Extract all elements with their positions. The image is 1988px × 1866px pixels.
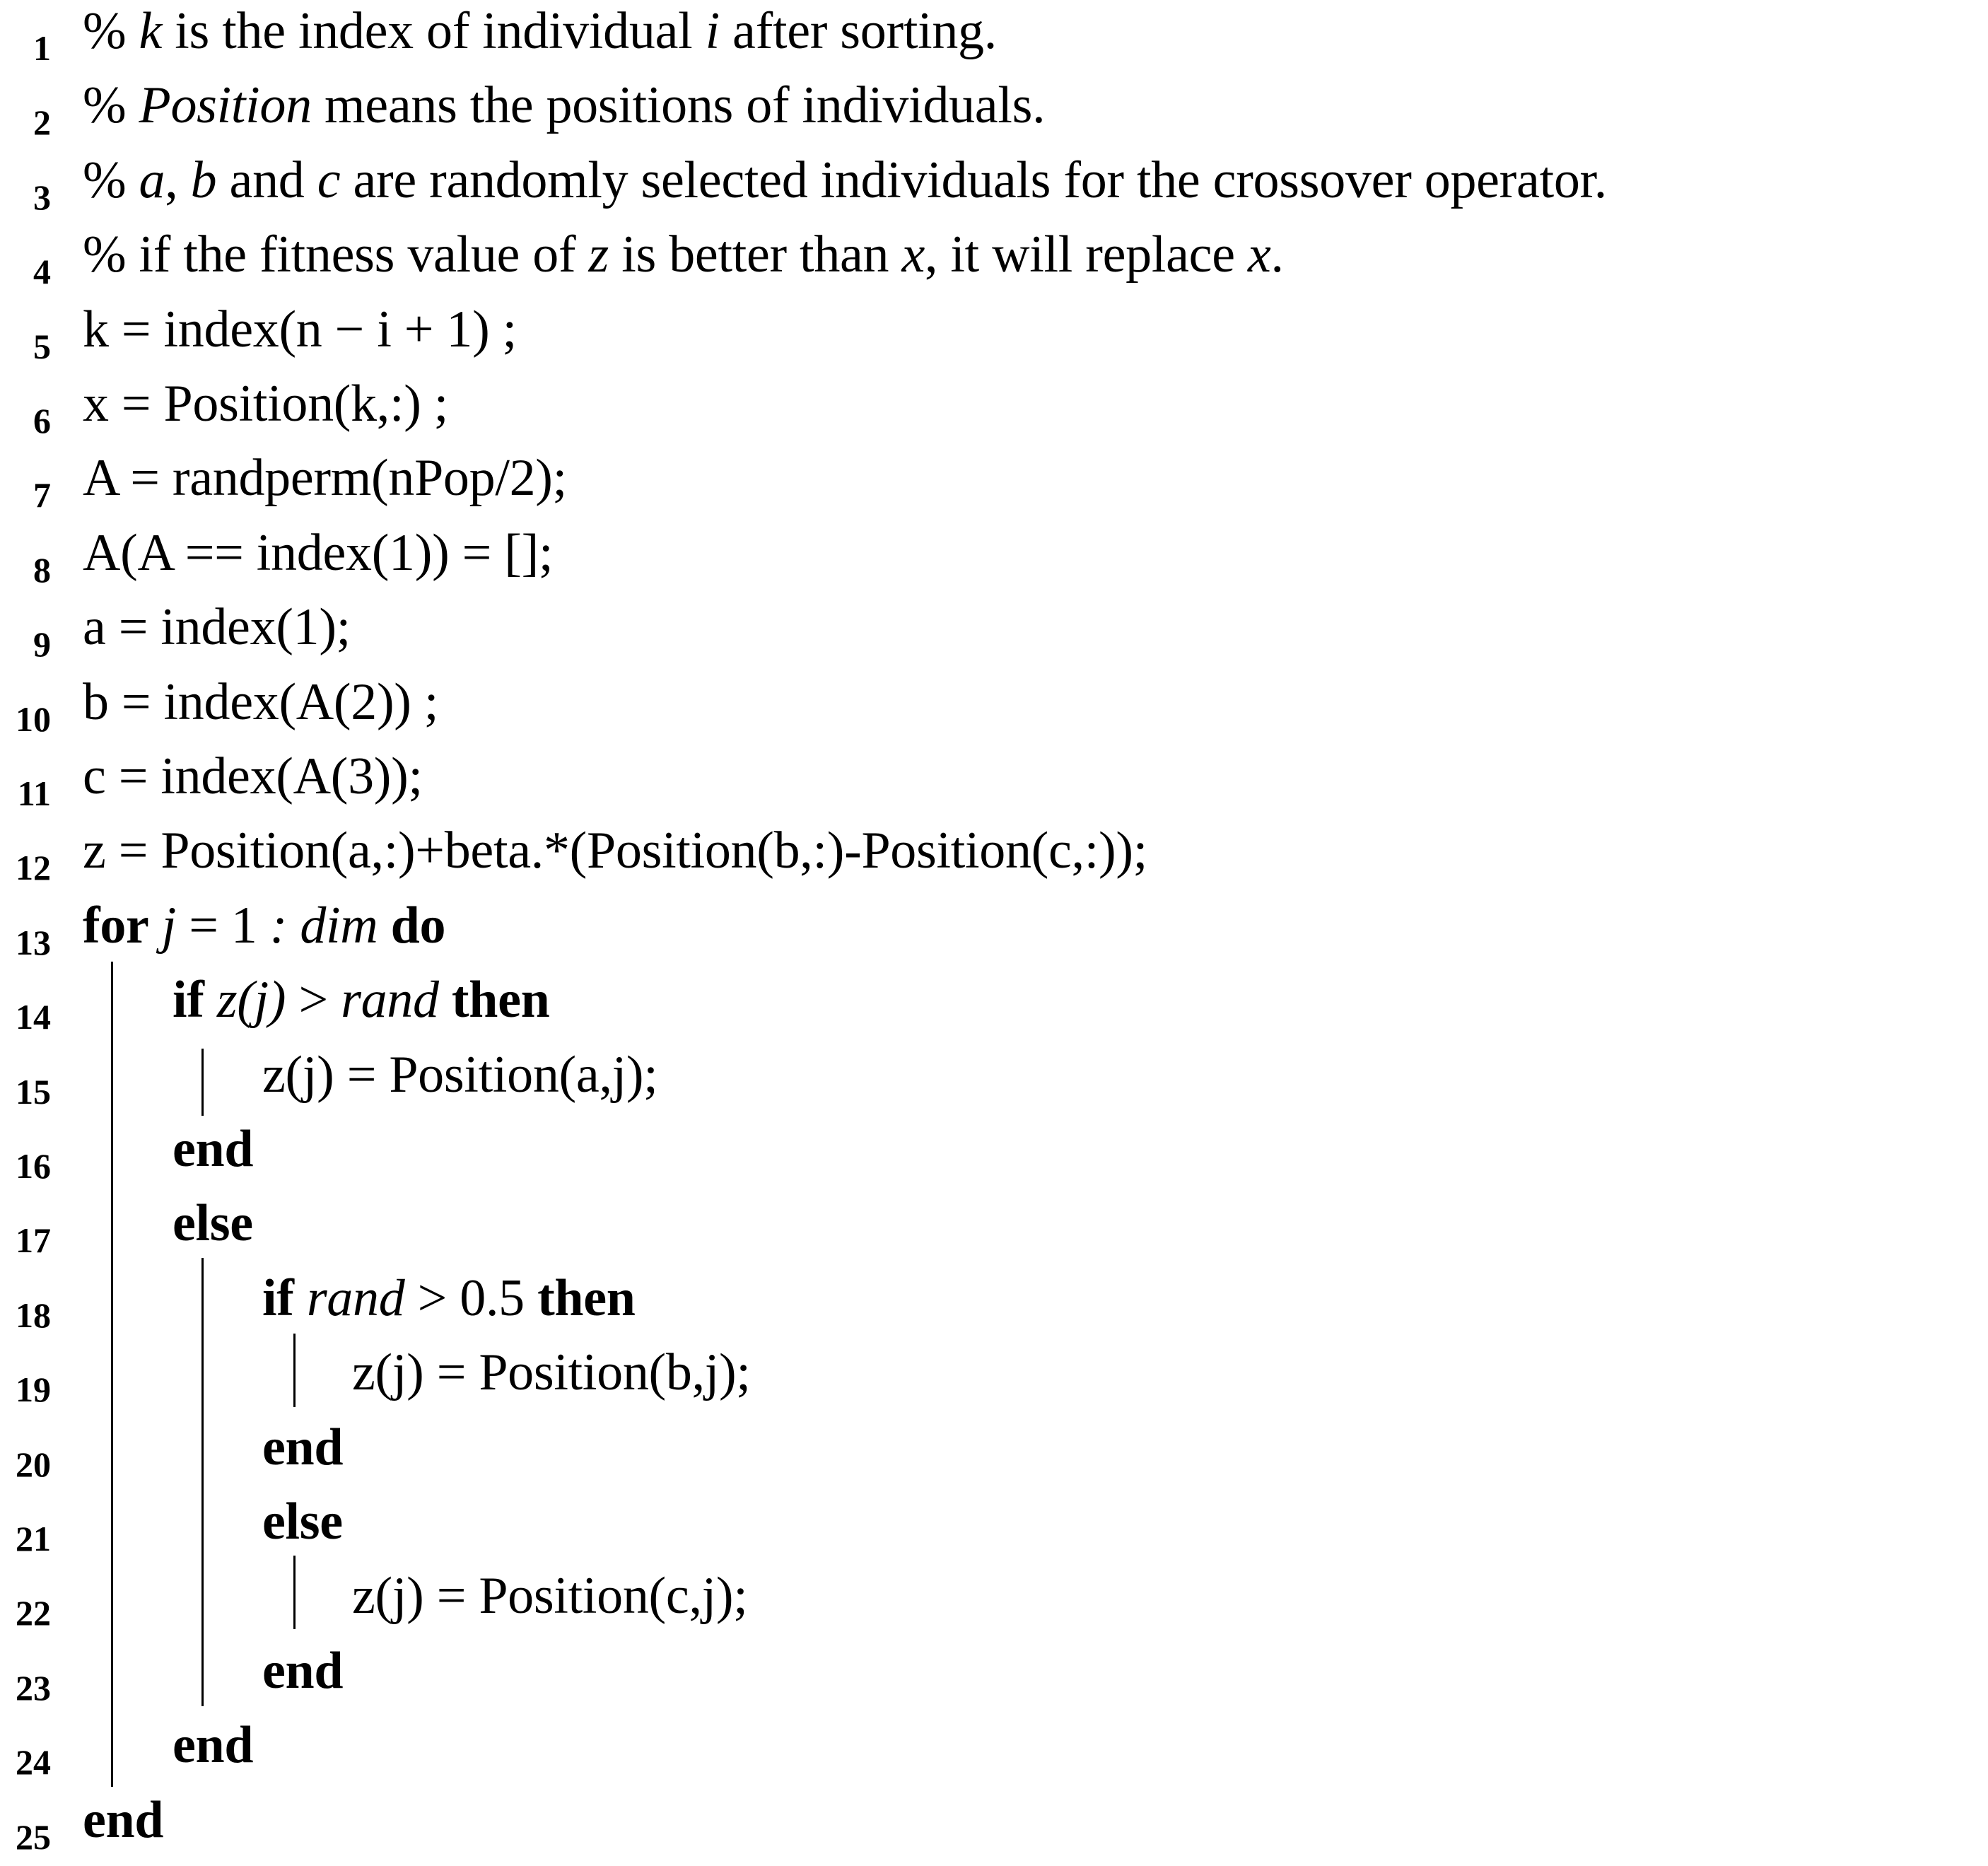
scope-bar-else-body <box>201 1258 204 1706</box>
code-line <box>0 894 1988 969</box>
keyword: end <box>173 1716 254 1775</box>
text-segment <box>294 1269 307 1327</box>
code-line <box>0 447 1988 521</box>
math-variable: z <box>588 226 609 284</box>
text-segment: x = Position(k,:) ; <box>83 375 449 433</box>
text-segment <box>439 971 452 1029</box>
code-line <box>0 1118 1988 1192</box>
line-number: 9 <box>33 624 51 665</box>
scope-bar-for-loop-body <box>111 962 113 1787</box>
text-segment: is better than <box>609 226 902 284</box>
line-text <box>83 1 997 62</box>
line-number: 23 <box>16 1667 51 1708</box>
code-line <box>0 1640 1988 1714</box>
math-variable: : dim <box>269 896 378 955</box>
text-segment: , <box>165 151 191 209</box>
scope-bar-if-then-body <box>201 1049 204 1116</box>
line-text <box>83 523 553 583</box>
text-segment: z(j) = Position(c,j); <box>352 1567 748 1626</box>
keyword: do <box>390 896 446 955</box>
text-segment: a = index(1); <box>83 598 351 657</box>
scope-bar-inner-else-body <box>293 1556 296 1629</box>
math-variable: x <box>901 226 925 284</box>
line-text <box>83 151 1607 211</box>
keyword: end <box>173 1120 254 1178</box>
code-line <box>0 969 1988 1043</box>
code-line <box>0 1491 1988 1565</box>
text-segment: c = index(A(3)); <box>83 747 423 805</box>
line-text <box>83 747 423 807</box>
line-number: 20 <box>16 1444 51 1484</box>
text-segment: A = randperm(nPop/2); <box>83 449 567 508</box>
line-text <box>352 1566 748 1626</box>
keyword: else <box>262 1493 343 1551</box>
code-line <box>0 1192 1988 1266</box>
math-variable: k <box>139 2 163 60</box>
text-segment: % <box>83 151 139 209</box>
text-segment: , it will replace <box>925 226 1248 284</box>
line-number: 15 <box>16 1071 51 1112</box>
line-number: 2 <box>33 103 51 143</box>
code-line <box>0 1565 1988 1639</box>
line-text <box>173 1194 253 1254</box>
code-line <box>0 596 1988 670</box>
math-variable: a <box>139 151 165 209</box>
code-line <box>0 1789 1988 1863</box>
text-segment: are randomly selected individuals for the crossover operator. <box>340 151 1607 209</box>
math-variable: j <box>161 896 177 955</box>
line-text <box>173 1715 253 1775</box>
line-number: 21 <box>16 1519 51 1558</box>
code-line <box>0 820 1988 894</box>
line-text <box>83 672 438 733</box>
line-text <box>262 1641 343 1701</box>
keyword: if <box>173 971 204 1030</box>
text-segment <box>204 971 217 1029</box>
text-segment: b = index(A(2)) ; <box>83 672 439 731</box>
math-variable: i <box>705 2 720 60</box>
keyword: end <box>83 1790 164 1849</box>
code-line <box>0 522 1988 596</box>
text-segment <box>378 897 390 955</box>
line-text <box>262 1269 636 1329</box>
line-text <box>83 821 1147 881</box>
line-number: 5 <box>33 326 51 366</box>
math-variable: b <box>190 151 217 209</box>
code-line <box>0 1267 1988 1341</box>
line-text <box>83 76 1045 136</box>
line-text <box>83 448 567 508</box>
line-number: 16 <box>16 1146 51 1186</box>
line-number: 18 <box>16 1295 51 1335</box>
code-line <box>0 745 1988 820</box>
text-segment: = 1 <box>176 896 270 955</box>
line-number: 11 <box>17 774 51 813</box>
text-segment: means the positions of individuals. <box>311 76 1046 135</box>
line-number: 25 <box>16 1817 51 1857</box>
text-segment: A(A == index(1)) = []; <box>83 523 554 582</box>
line-number: 19 <box>16 1370 51 1410</box>
line-number: 6 <box>33 401 51 441</box>
line-text <box>83 1790 163 1850</box>
keyword: end <box>262 1641 344 1700</box>
line-number: 1 <box>33 28 51 68</box>
line-text <box>173 970 550 1030</box>
line-text <box>262 1418 343 1478</box>
code-line <box>0 149 1988 223</box>
line-number: 8 <box>33 549 51 590</box>
math-variable: c <box>317 151 341 209</box>
text-segment: % <box>83 76 139 135</box>
code-line <box>0 298 1988 373</box>
line-text <box>83 374 448 434</box>
text-segment: z(j) = Position(b,j); <box>352 1343 751 1402</box>
text-segment: is the index of individual <box>162 2 706 60</box>
text-segment: > 0.5 <box>404 1269 538 1327</box>
text-segment: and <box>216 151 317 209</box>
math-variable: Position <box>139 76 312 135</box>
line-number: 3 <box>33 177 51 217</box>
line-text <box>352 1343 751 1403</box>
line-number: 4 <box>33 252 51 292</box>
text-segment: % if the fitness value of <box>83 226 589 284</box>
keyword: then <box>451 971 550 1030</box>
keyword: else <box>173 1194 253 1253</box>
line-number: 12 <box>16 848 51 888</box>
text-segment: z = Position(a,:)+beta.*(Position(b,:)-Position(c,:)); <box>83 822 1147 880</box>
scope-bar-inner-if-then-body <box>293 1334 296 1407</box>
line-text <box>83 896 445 956</box>
text-segment: . <box>1270 226 1284 284</box>
text-segment: > <box>286 971 341 1030</box>
text-segment: % <box>83 2 139 60</box>
code-line <box>0 373 1988 447</box>
math-variable: x <box>1247 226 1271 284</box>
line-number: 24 <box>16 1742 51 1783</box>
math-variable: z(j) <box>216 971 286 1030</box>
code-line <box>0 1714 1988 1788</box>
line-text <box>83 225 1284 285</box>
line-text <box>83 300 517 360</box>
line-number: 22 <box>16 1593 51 1633</box>
code-line <box>0 1416 1988 1491</box>
line-number: 14 <box>16 997 51 1037</box>
line-text <box>83 597 351 658</box>
line-number: 13 <box>16 922 51 962</box>
line-number: 10 <box>16 699 51 739</box>
math-variable: rand <box>306 1269 405 1327</box>
math-variable: rand <box>341 971 439 1030</box>
code-line <box>0 1044 1988 1118</box>
code-line <box>0 74 1988 148</box>
keyword: if <box>262 1269 294 1327</box>
line-text <box>262 1045 658 1105</box>
line-number: 7 <box>33 475 51 515</box>
text-segment <box>149 897 162 955</box>
code-line <box>0 0 1988 74</box>
code-line <box>0 671 1988 745</box>
code-line <box>0 223 1988 298</box>
code-line <box>0 1341 1988 1416</box>
keyword: for <box>83 896 149 955</box>
text-segment: after sorting. <box>719 2 997 60</box>
line-text <box>173 1119 253 1179</box>
line-text <box>262 1492 343 1552</box>
keyword: then <box>537 1269 636 1327</box>
line-number: 17 <box>16 1220 51 1261</box>
keyword: end <box>262 1418 344 1476</box>
text-segment: z(j) = Position(a,j); <box>262 1045 658 1104</box>
text-segment: k = index(n − i + 1) ; <box>83 300 517 358</box>
